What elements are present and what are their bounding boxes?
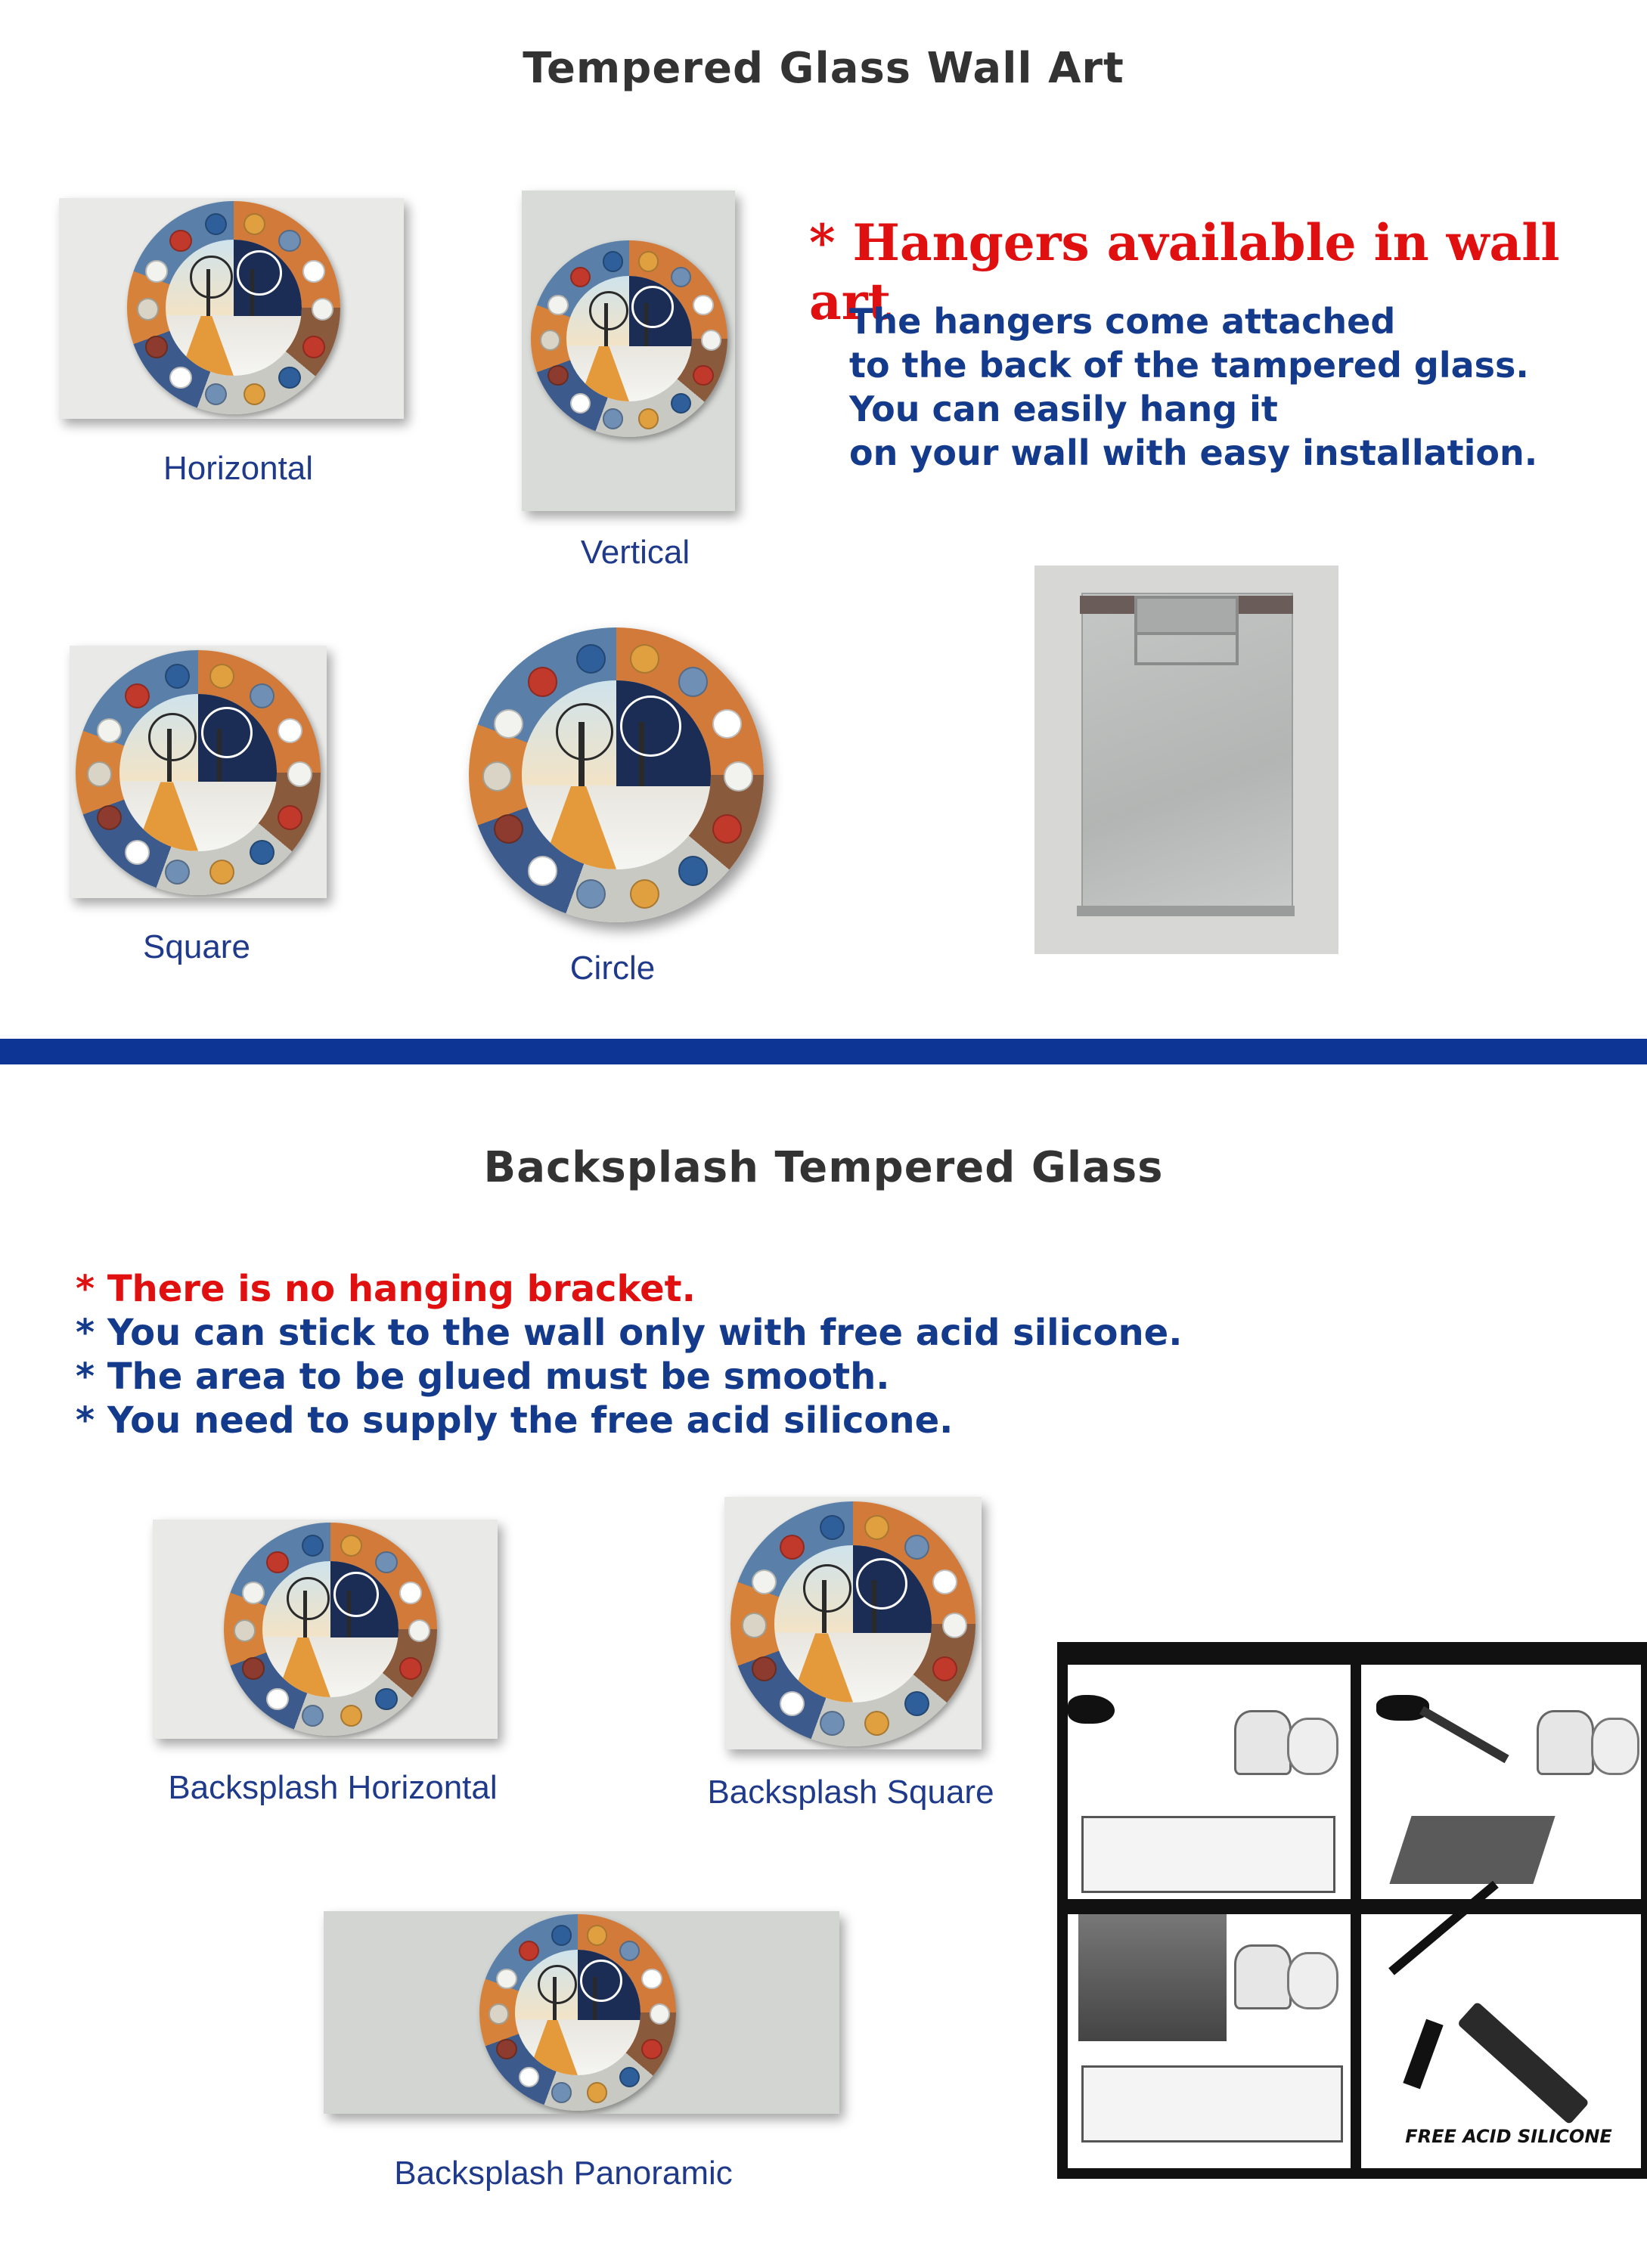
backsplash-title: Backsplash Tempered Glass (483, 1143, 1164, 1192)
format-label-backsplash-square: Backsplash Square (707, 1774, 994, 1811)
ring-dot (820, 1515, 845, 1540)
ring-dot (678, 856, 708, 885)
vertical-preview (522, 191, 735, 511)
ring-dot (494, 814, 523, 844)
note-no-bracket: * There is no hanging bracket. (76, 1268, 696, 1310)
ring-dot (619, 2067, 640, 2087)
ring-dot (482, 761, 512, 791)
ring-dot (125, 683, 150, 708)
ring-dot (641, 1969, 662, 1989)
backsplash-horizontal-preview (153, 1520, 498, 1739)
step-silicone-gun (1361, 1914, 1641, 2168)
ring-dot (408, 1619, 430, 1641)
ring-dot (145, 336, 167, 358)
ring-dot (242, 1582, 264, 1603)
ring-dot (904, 1535, 929, 1560)
hangers-heading: * Hangers available in wall art (809, 213, 1560, 331)
hangers-line-1: The hangers come attached (849, 301, 1396, 342)
circle-preview (469, 627, 764, 922)
ring-dot (671, 393, 691, 414)
ring-dot (712, 709, 742, 739)
silicone-label: FREE ACID SILICONE (1405, 2126, 1612, 2147)
hangers-line-4: on your wall with easy installation. (849, 432, 1538, 473)
ring-dot (399, 1582, 421, 1603)
ring-dot (137, 298, 159, 320)
ring-dot (209, 860, 234, 885)
ring-dot (528, 667, 557, 696)
ring-dot (587, 1925, 607, 1945)
ring-dot (266, 1551, 288, 1573)
note-supply-silicone: * You need to supply the free acid silicone. (76, 1399, 954, 1442)
ring-dot (169, 230, 191, 252)
ring-dot (340, 1535, 362, 1557)
square-preview (70, 646, 327, 898)
ring-dot (494, 709, 523, 739)
round-art-image (730, 1501, 975, 1746)
ring-dot (399, 1657, 421, 1679)
note-smooth-surface: * The area to be glued must be smooth. (76, 1356, 890, 1398)
ring-dot (375, 1688, 397, 1710)
backsplash-panoramic-preview (324, 1911, 839, 2114)
hanger-bracket-photo (1034, 565, 1338, 954)
backsplash-square-preview (724, 1497, 982, 1749)
format-label-circle: Circle (569, 950, 656, 987)
ring-dot (551, 2082, 572, 2102)
step-apply-silicone (1361, 1665, 1641, 1899)
format-label-horizontal: Horizontal (163, 450, 314, 487)
ring-dot (587, 2082, 607, 2102)
ring-dot (165, 860, 190, 885)
ring-dot (340, 1705, 362, 1727)
ring-dot (551, 1925, 572, 1945)
ring-dot (641, 2039, 662, 2059)
ring-dot (278, 230, 300, 252)
ring-dot (496, 2039, 516, 2059)
round-art-image (76, 650, 321, 895)
ring-dot (287, 761, 312, 786)
ring-dot (780, 1691, 805, 1716)
format-label-vertical: Vertical (580, 534, 690, 571)
ring-dot (375, 1551, 397, 1573)
format-label-backsplash-panoramic: Backsplash Panoramic (394, 2155, 733, 2192)
ring-dot (519, 2067, 539, 2087)
ring-dot (693, 295, 713, 315)
ring-dot (742, 1613, 767, 1637)
wall-art-title: Tempered Glass Wall Art (523, 44, 1124, 93)
ring-dot (942, 1613, 967, 1637)
ring-dot (904, 1691, 929, 1716)
ring-dot (540, 330, 560, 350)
step-glass-mounted (1068, 1914, 1351, 2168)
ring-dot (169, 367, 191, 389)
installation-steps-grid (1057, 1642, 1647, 2179)
ring-dot (650, 2003, 670, 2024)
ring-dot (932, 1569, 957, 1594)
ring-dot (278, 367, 300, 389)
ring-dot (638, 251, 659, 271)
ring-dot (496, 1969, 516, 1989)
section-divider (0, 1039, 1647, 1064)
round-art-image (127, 201, 340, 414)
ring-dot (302, 336, 324, 358)
note-silicone-only: * You can stick to the wall only with free acid silicone. (76, 1312, 1183, 1354)
ring-dot (576, 879, 606, 909)
ring-dot (205, 383, 227, 405)
round-art-image (531, 240, 727, 437)
horizontal-preview (59, 198, 404, 419)
ring-dot (278, 805, 302, 830)
ring-dot (165, 664, 190, 689)
ring-dot (250, 683, 274, 708)
ring-dot (678, 667, 708, 696)
ring-dot (752, 1656, 777, 1681)
ring-dot (701, 330, 721, 350)
round-art-image (479, 1914, 676, 2111)
ring-dot (630, 644, 659, 674)
ring-dot (243, 383, 265, 405)
step-glass-placement (1068, 1665, 1351, 1899)
ring-dot (519, 1941, 539, 1961)
ring-dot (570, 267, 591, 287)
ring-dot (638, 408, 659, 429)
ring-dot (209, 664, 234, 689)
ring-dot (302, 260, 324, 282)
ring-dot (528, 856, 557, 885)
ring-dot (205, 213, 227, 235)
ring-dot (570, 393, 591, 414)
ring-dot (752, 1569, 777, 1594)
ring-dot (712, 814, 742, 844)
ring-dot (547, 295, 568, 315)
ring-dot (242, 1657, 264, 1679)
ring-dot (603, 408, 623, 429)
hangers-line-2: to the back of the tampered glass. (849, 345, 1529, 386)
ring-dot (87, 761, 112, 786)
ring-dot (234, 1619, 256, 1641)
ring-dot (630, 879, 659, 909)
hangers-line-3: You can easily hang it (849, 389, 1278, 429)
ring-dot (302, 1535, 324, 1557)
ring-dot (780, 1535, 805, 1560)
ring-dot (145, 260, 167, 282)
ring-dot (243, 213, 265, 235)
ring-dot (693, 365, 713, 386)
ring-dot (278, 718, 302, 743)
ring-dot (125, 840, 150, 865)
format-label-backsplash-horizontal: Backsplash Horizontal (168, 1769, 498, 1806)
ring-dot (97, 805, 122, 830)
format-label-square: Square (143, 928, 250, 965)
ring-dot (820, 1711, 845, 1736)
ring-dot (489, 2003, 509, 2024)
ring-dot (864, 1711, 889, 1736)
ring-dot (312, 298, 333, 320)
ring-dot (603, 251, 623, 271)
ring-dot (576, 644, 606, 674)
ring-dot (547, 365, 568, 386)
ring-dot (864, 1515, 889, 1540)
ring-dot (266, 1688, 288, 1710)
ring-dot (302, 1705, 324, 1727)
ring-dot (97, 718, 122, 743)
ring-dot (250, 840, 274, 865)
ring-dot (724, 761, 753, 791)
round-art-image (224, 1523, 437, 1736)
ring-dot (932, 1656, 957, 1681)
